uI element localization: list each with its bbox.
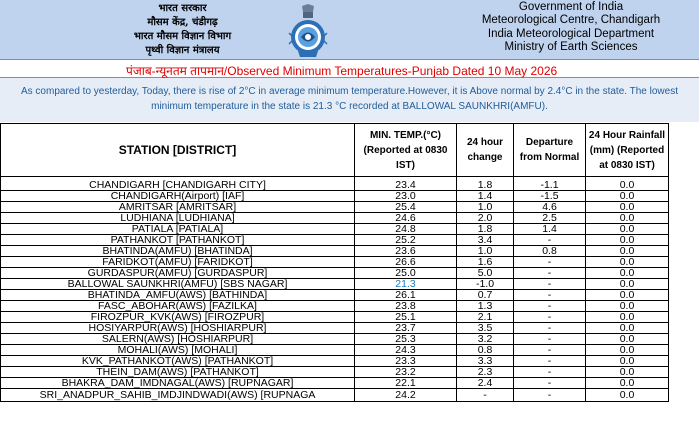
cell-station: BALLOWAL SAUNKHRI(AMFU) [SBS NAGAR] <box>1 279 355 290</box>
cell-min-temp: 21.3 <box>355 279 457 290</box>
cell-rainfall: 0.0 <box>586 301 669 312</box>
cell-station: AMRITSAR [AMRITSAR] <box>1 202 355 213</box>
cell-rainfall: 0.0 <box>586 202 669 213</box>
cell-min-temp: 24.3 <box>355 345 457 356</box>
cell-change: 1.3 <box>457 301 514 312</box>
table-row <box>1 345 669 356</box>
cell-min-temp: 23.7 <box>355 323 457 334</box>
cell-min-temp: 24.8 <box>355 224 457 235</box>
table-row <box>1 224 669 235</box>
table-row <box>1 279 669 290</box>
hindi-line: भारत सरकार <box>158 3 207 14</box>
cell-station: PATIALA [PATIALA] <box>1 224 355 235</box>
cell-departure: - <box>514 356 586 367</box>
cell-station: KVK_PATHANKOT(AWS) [PATHANKOT] <box>1 356 355 367</box>
report-title-bar <box>0 59 699 78</box>
cell-min-temp: 23.6 <box>355 246 457 257</box>
table-row <box>1 323 669 334</box>
cell-change: 1.8 <box>457 224 514 235</box>
table-row <box>1 257 669 268</box>
cell-change: -1.0 <box>457 279 514 290</box>
table-row <box>1 235 669 246</box>
cell-departure: 2.5 <box>514 213 586 224</box>
cell-station: BHATINDA_AMFU(AWS) [BATHINDA] <box>1 290 355 301</box>
cell-station: LUDHIANA [LUDHIANA] <box>1 213 355 224</box>
cell-rainfall: 0.0 <box>586 312 669 323</box>
cell-departure: - <box>514 312 586 323</box>
org-line: Meteorological Centre, Chandigarh <box>481 14 661 27</box>
table-row <box>1 312 669 323</box>
cell-station: THEIN_DAM(AWS) [PATHANKOT] <box>1 367 355 378</box>
org-line: Ministry of Earth Sciences <box>504 41 638 54</box>
cell-min-temp: 25.2 <box>355 235 457 246</box>
table-row <box>1 334 669 345</box>
table-row <box>1 378 669 389</box>
cell-departure: - <box>514 290 586 301</box>
cell-min-temp: 23.4 <box>355 177 457 191</box>
hindi-org-block <box>95 2 270 58</box>
col-header-station: STATION [DISTRICT] <box>1 124 355 177</box>
cell-departure: - <box>514 235 586 246</box>
cell-station: HOSIYARPUR(AWS) [HOSHIARPUR] <box>1 323 355 334</box>
cell-station: GURDASPUR(AMFU) [GURDASPUR] <box>1 268 355 279</box>
cell-departure: 4.6 <box>514 202 586 213</box>
hindi-line: मौसम केंद्र, चंडीगढ़ <box>147 17 218 28</box>
col-header-min-temp: MIN. TEMP.(°C) (Reported at 0830 IST) <box>355 124 457 177</box>
temperature-table <box>0 123 669 402</box>
cell-station: FASC_ABOHAR(AWS) [FAZILKA] <box>1 301 355 312</box>
cell-station: PATHANKOT [PATHANKOT] <box>1 235 355 246</box>
cell-rainfall: 0.0 <box>586 323 669 334</box>
cell-change: 0.8 <box>457 345 514 356</box>
cell-min-temp: 25.4 <box>355 202 457 213</box>
summary-text: As compared to yesterday, Today, there is rise of 2°C in average minimum temperature.However, it is Above normal by 2.4°C in the state. The lowest minimum temperature in the state is 21.3 °C recorded at BALLOWAL SAUNKHRI(AMFU). <box>20 86 678 112</box>
cell-change: 2.3 <box>457 367 514 378</box>
imd-emblem-icon <box>287 4 329 58</box>
report-header <box>0 0 699 59</box>
org-line: Government of India <box>518 1 624 13</box>
cell-rainfall: 0.0 <box>586 213 669 224</box>
cell-change: 3.3 <box>457 356 514 367</box>
cell-departure: - <box>514 323 586 334</box>
cell-rainfall: 0.0 <box>586 224 669 235</box>
summary-panel <box>0 78 699 122</box>
cell-station: MOHALI(AWS) [MOHALI] <box>1 345 355 356</box>
cell-departure: - <box>514 279 586 290</box>
col-header-rainfall: 24 Hour Rainfall (mm) (Reported at 0830 IST) <box>586 124 669 177</box>
cell-station: CHANDIGARH [CHANDIGARH CITY] <box>1 177 355 191</box>
hindi-line: भारत मौसम विज्ञान विभाग <box>133 31 232 42</box>
org-line: India Meteorological Department <box>487 27 655 40</box>
cell-station: FARIDKOT(AMFU) [FARIDKOT] <box>1 257 355 268</box>
english-org-block <box>443 1 699 55</box>
col-header-change: 24 hour change <box>457 124 514 177</box>
table-row <box>1 191 669 202</box>
table-row <box>1 290 669 301</box>
table-row <box>1 213 669 224</box>
cell-rainfall: 0.0 <box>586 191 669 202</box>
cell-departure: 1.4 <box>514 224 586 235</box>
cell-rainfall: 0.0 <box>586 279 669 290</box>
cell-change: 1.6 <box>457 257 514 268</box>
report-title: पंजाब-न्यूनतम तापमान/Observed Minimum Temperatures-Punjab Dated 10 May 2026 <box>126 64 558 78</box>
cell-change: 1.8 <box>457 177 514 191</box>
cell-change: 1.4 <box>457 191 514 202</box>
cell-change: 2.1 <box>457 312 514 323</box>
cell-min-temp: 25.1 <box>355 312 457 323</box>
table-row <box>1 246 669 257</box>
table-row <box>1 356 669 367</box>
cell-rainfall: 0.0 <box>586 345 669 356</box>
cell-departure: - <box>514 389 586 402</box>
cell-change: 3.4 <box>457 235 514 246</box>
table-row <box>1 389 669 402</box>
cell-departure: - <box>514 268 586 279</box>
cell-station: SRI_ANADPUR_SAHIB_IMDJINDWADI(AWS) [RUPNAGA <box>1 389 355 402</box>
cell-min-temp: 26.1 <box>355 290 457 301</box>
cell-change: 1.0 <box>457 246 514 257</box>
table-row <box>1 367 669 378</box>
cell-rainfall: 0.0 <box>586 334 669 345</box>
cell-rainfall: 0.0 <box>586 290 669 301</box>
cell-min-temp: 23.2 <box>355 367 457 378</box>
cell-station: CHANDIGARH(Airport) [IAF] <box>1 191 355 202</box>
cell-min-temp: 23.3 <box>355 356 457 367</box>
cell-min-temp: 26.6 <box>355 257 457 268</box>
cell-station: FIROZPUR_KVK(AWS) [FIROZPUR] <box>1 312 355 323</box>
cell-rainfall: 0.0 <box>586 389 669 402</box>
cell-change: 3.2 <box>457 334 514 345</box>
cell-departure: 0.8 <box>514 246 586 257</box>
cell-departure: - <box>514 334 586 345</box>
cell-departure: - <box>514 257 586 268</box>
cell-rainfall: 0.0 <box>586 268 669 279</box>
cell-change: 0.7 <box>457 290 514 301</box>
cell-min-temp: 23.8 <box>355 301 457 312</box>
cell-departure: -1.5 <box>514 191 586 202</box>
cell-rainfall: 0.0 <box>586 367 669 378</box>
cell-station: BHAKRA_DAM_IMDNAGAL(AWS) [RUPNAGAR] <box>1 378 355 389</box>
cell-min-temp: 22.1 <box>355 378 457 389</box>
table-row <box>1 202 669 213</box>
table-row <box>1 268 669 279</box>
cell-departure: - <box>514 367 586 378</box>
cell-min-temp: 24.2 <box>355 389 457 402</box>
cell-change: 5.0 <box>457 268 514 279</box>
cell-change: 2.0 <box>457 213 514 224</box>
cell-min-temp: 24.6 <box>355 213 457 224</box>
cell-change: - <box>457 389 514 402</box>
cell-rainfall: 0.0 <box>586 257 669 268</box>
table-header-row <box>1 124 669 177</box>
cell-station: BHATINDA(AMFU) [BHATINDA] <box>1 246 355 257</box>
cell-min-temp: 23.0 <box>355 191 457 202</box>
cell-departure: - <box>514 301 586 312</box>
cell-rainfall: 0.0 <box>586 246 669 257</box>
col-header-departure: Departure from Normal <box>514 124 586 177</box>
cell-rainfall: 0.0 <box>586 177 669 191</box>
cell-min-temp: 25.3 <box>355 334 457 345</box>
cell-rainfall: 0.0 <box>586 378 669 389</box>
cell-rainfall: 0.0 <box>586 356 669 367</box>
cell-departure: -1.1 <box>514 177 586 191</box>
cell-rainfall: 0.0 <box>586 235 669 246</box>
hindi-line: पृथ्वी विज्ञान मंत्रालय <box>145 45 220 56</box>
table-row <box>1 301 669 312</box>
cell-change: 1.0 <box>457 202 514 213</box>
cell-change: 3.5 <box>457 323 514 334</box>
cell-change: 2.4 <box>457 378 514 389</box>
cell-departure: - <box>514 345 586 356</box>
cell-departure: - <box>514 378 586 389</box>
cell-min-temp: 25.0 <box>355 268 457 279</box>
table-row <box>1 177 669 191</box>
cell-station: SALERN(AWS) [HOSHIARPUR] <box>1 334 355 345</box>
